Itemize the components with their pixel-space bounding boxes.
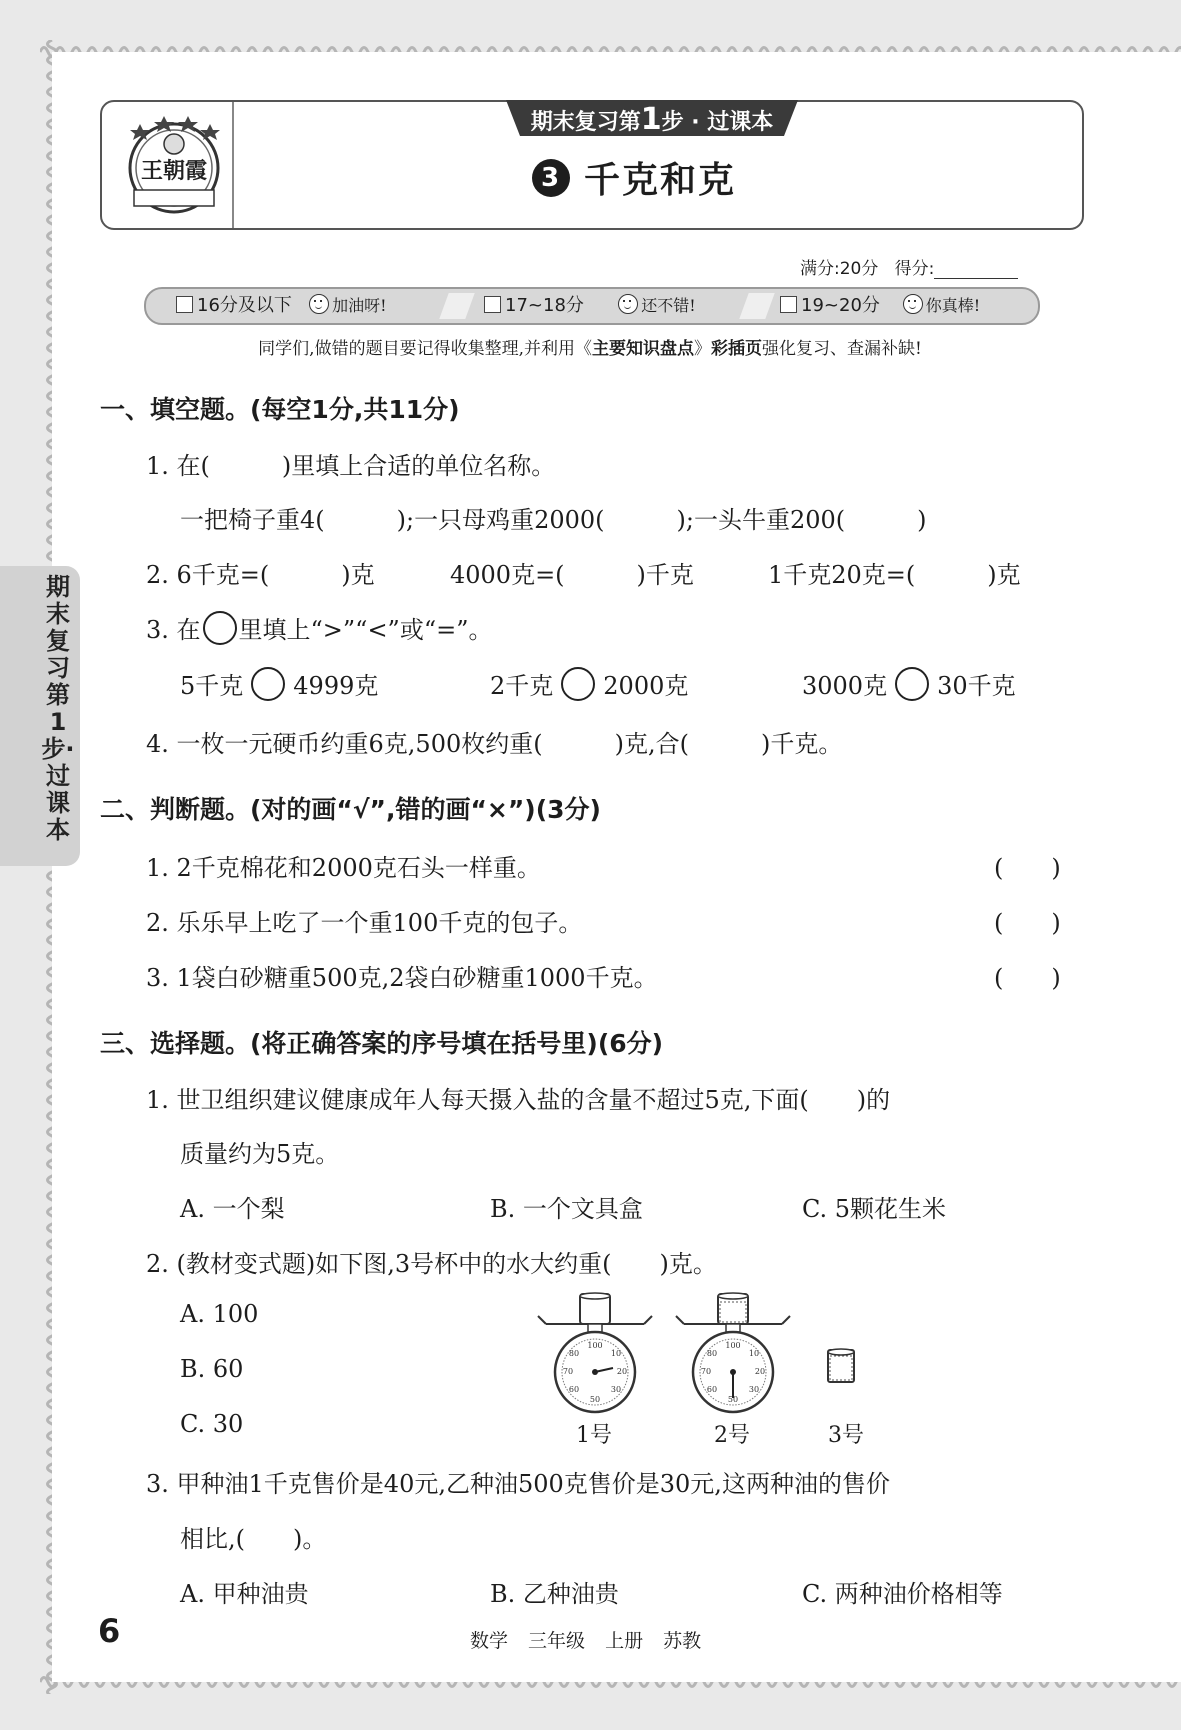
grade-item <box>176 293 387 319</box>
svg-text:60: 60 <box>706 1385 718 1394</box>
s1-q3 <box>146 610 492 645</box>
grade-bar <box>144 287 1040 325</box>
s2-answer-box[interactable]: ( ) <box>994 964 1061 992</box>
logo-text: 王朝霞 <box>140 158 208 184</box>
grade-checkbox[interactable] <box>780 296 797 313</box>
s3-q3-option: C. 两种油价格相等 <box>802 1580 1003 1608</box>
grade-comment: 还不错! <box>641 296 696 315</box>
scale-2-icon <box>676 1293 790 1412</box>
banner-prefix: 期末复习第 <box>530 110 641 135</box>
score-blank[interactable] <box>934 260 1018 279</box>
s3-q1-option: C. 5颗花生米 <box>802 1195 947 1223</box>
svg-text:80: 80 <box>568 1349 580 1358</box>
grade-checkbox[interactable] <box>484 296 501 313</box>
publisher-logo-icon <box>120 110 228 218</box>
s3-q1-option: B. 一个文具盒 <box>490 1195 643 1223</box>
svg-text:80: 80 <box>706 1349 718 1358</box>
smiley-face-icon <box>618 294 638 314</box>
scale-caption: 1号 <box>576 1423 612 1448</box>
s3-q3-option: A. 甲种油贵 <box>180 1580 309 1608</box>
s2-answer-box[interactable]: ( ) <box>994 909 1061 937</box>
compare-left: 5千克 <box>180 672 244 700</box>
s3-q2-option: A. 100 <box>180 1300 259 1328</box>
grade-separator <box>439 293 474 319</box>
s3-q2-option: B. 60 <box>180 1355 244 1383</box>
score-line <box>800 254 1040 280</box>
s3-q2: 2. (教材变式题)如下图,3号杯中的水大约重( )克。 <box>146 1250 717 1278</box>
smiley-face-icon <box>903 294 923 314</box>
s1-q3-item <box>802 666 1016 701</box>
s3-q3-option: B. 乙种油贵 <box>490 1580 619 1608</box>
grade-comment: 你真棒! <box>925 296 981 315</box>
footer-text: 数学 三年级 上册 苏教 <box>470 1630 702 1652</box>
scale-1-icon <box>538 1293 652 1412</box>
grade-separator <box>739 293 774 319</box>
s3-q1-line2: 质量约为5克。 <box>180 1140 340 1168</box>
banner-suffix: 步 · 过课本 <box>661 110 774 135</box>
chapter-title <box>532 154 932 208</box>
section-3-title: 三、选择题。(将正确答案的序号填在括号里)(6分) <box>100 1029 664 1058</box>
chapter-header <box>100 100 1084 230</box>
s3-q3-line1: 3. 甲种油1千克售价是40元,乙种油500克售价是30元,这两种油的售价 <box>146 1470 890 1498</box>
notice-bold-1: 主要知识盘点 <box>591 339 694 359</box>
got-score-label: 得分: <box>894 259 935 279</box>
s2-item: 3. 1袋白砂糖重500克,2袋白砂糖重1000千克。 <box>146 964 658 992</box>
compare-left: 3000克 <box>802 672 888 700</box>
s1-q1-items: 一把椅子重4( );一只母鸡重2000( );一头牛重200( ) <box>180 506 927 534</box>
s2-item: 1. 2千克棉花和2000克石头一样重。 <box>146 854 541 882</box>
notice-pre: 同学们,做错的题目要记得收集整理,并利用《 <box>258 339 592 359</box>
svg-text:100: 100 <box>725 1341 741 1350</box>
notice-post: 强化复习、查漏补缺! <box>761 339 922 359</box>
s1-q1: 1. 在( )里填上合适的单位名称。 <box>146 452 556 480</box>
grade-item <box>780 293 980 319</box>
header-divider <box>232 102 234 228</box>
svg-text:60: 60 <box>568 1385 580 1394</box>
s1-q3-item <box>180 666 378 701</box>
notice-bold-2: 彩插页 <box>710 339 762 359</box>
compare-left: 2千克 <box>490 672 554 700</box>
s2-answer-box[interactable]: ( ) <box>994 854 1061 882</box>
svg-text:30: 30 <box>610 1385 622 1394</box>
s1-q2-a: 2. 6千克=( )克 <box>146 561 375 589</box>
svg-text:10: 10 <box>748 1349 760 1358</box>
svg-text:30: 30 <box>748 1385 760 1394</box>
notice-mid: 》 <box>693 339 711 359</box>
compare-circle[interactable] <box>895 667 929 701</box>
svg-text:50: 50 <box>589 1395 601 1404</box>
s1-q3-item <box>490 666 688 701</box>
full-score-label: 满分:20分 <box>800 259 879 279</box>
compare-right: 30千克 <box>937 672 1016 700</box>
s3-q1-option: A. 一个梨 <box>180 1195 285 1223</box>
compare-circle[interactable] <box>251 667 285 701</box>
grade-range: 16分及以下 <box>197 295 292 316</box>
svg-text:70: 70 <box>700 1367 712 1376</box>
s1-q3-tail: 里填上“>”“<”或“=”。 <box>238 616 493 644</box>
compare-circle[interactable] <box>203 611 237 645</box>
grade-item <box>484 293 696 319</box>
chapter-number-badge: 3 <box>532 159 570 197</box>
svg-text:100: 100 <box>587 1341 603 1350</box>
scale-caption: 2号 <box>714 1423 750 1448</box>
smiley-face-icon <box>309 294 329 314</box>
chapter-title-text: 千克和克 <box>584 160 737 201</box>
svg-text:10: 10 <box>610 1349 622 1358</box>
svg-text:50: 50 <box>727 1395 739 1404</box>
s3-q2-option: C. 30 <box>180 1410 244 1438</box>
s3-q1-line1: 1. 世卫组织建议健康成年人每天摄入盐的含量不超过5克,下面( )的 <box>146 1086 891 1114</box>
compare-right: 2000克 <box>603 672 689 700</box>
s1-q3-head: 3. 在 <box>146 616 201 644</box>
compare-right: 4999克 <box>293 672 379 700</box>
svg-text:20: 20 <box>616 1367 628 1376</box>
banner-step: 1 <box>640 102 662 137</box>
cup-3-icon <box>828 1349 854 1382</box>
s3-q3-line2: 相比,( )。 <box>180 1525 327 1553</box>
grade-range: 17~18分 <box>505 295 584 316</box>
s1-q2-b: 4000克=( )千克 <box>450 561 694 589</box>
svg-text:70: 70 <box>562 1367 574 1376</box>
grade-range: 19~20分 <box>801 295 880 316</box>
s2-item: 2. 乐乐早上吃了一个重100千克的包子。 <box>146 909 583 937</box>
grade-checkbox[interactable] <box>176 296 193 313</box>
s1-q4: 4. 一枚一元硬币约重6克,500枚约重( )克,合( )千克。 <box>146 730 843 758</box>
side-tab-label: 期末复习第1步·过课本 <box>41 573 75 844</box>
s1-q2-c: 1千克20克=( )克 <box>768 561 1021 589</box>
scale-caption: 3号 <box>828 1423 864 1448</box>
notice-text <box>100 334 1080 359</box>
svg-text:20: 20 <box>754 1367 766 1376</box>
banner-label <box>492 104 812 136</box>
compare-circle[interactable] <box>561 667 595 701</box>
page-number: 6 <box>98 1612 121 1650</box>
section-2-title: 二、判断题。(对的画“√”,错的画“×”)(3分) <box>100 795 601 824</box>
section-1-title: 一、填空题。(每空1分,共11分) <box>100 395 460 424</box>
grade-comment: 加油呀! <box>332 296 387 315</box>
